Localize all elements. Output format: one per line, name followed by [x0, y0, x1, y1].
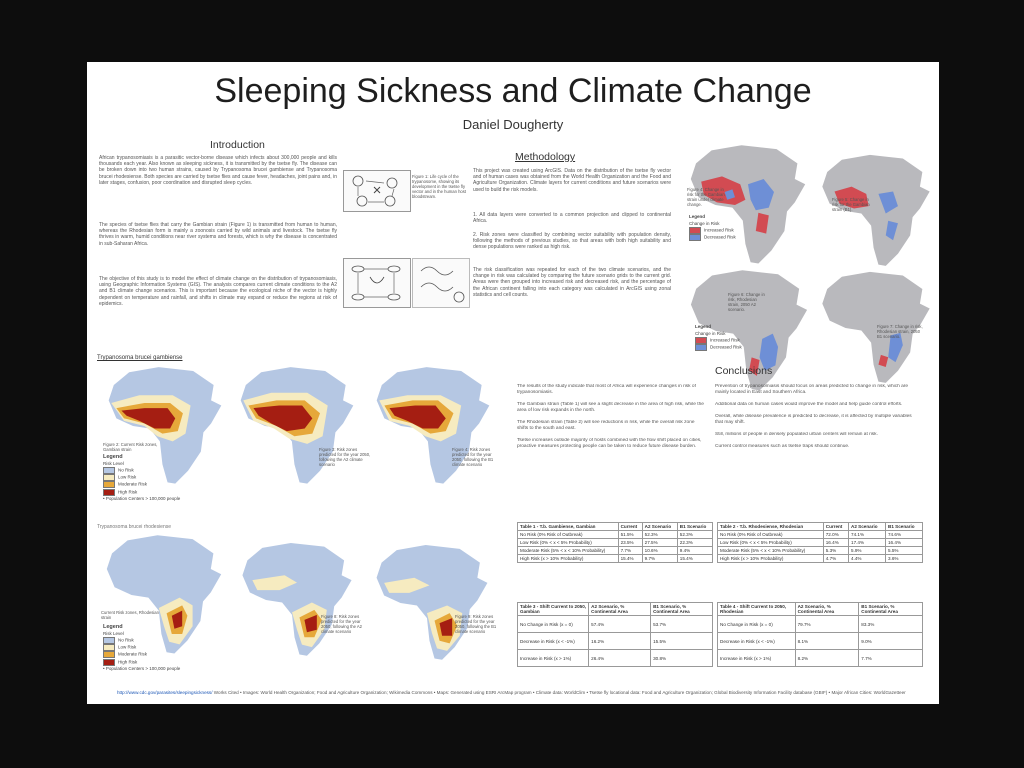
table-1-container — [517, 522, 713, 563]
table-row: Decrease in Risk (x < -1%) 16.2% 15.5% — [518, 633, 713, 650]
table-row: No Risk (0% Risk of Outbreak) 51.5% 52.3% 52.3% — [518, 531, 713, 539]
table-2 — [717, 522, 923, 563]
change-legend-sub: Change in Risk — [689, 220, 720, 226]
methodology-heading: Methodology — [515, 151, 576, 163]
table-4-container — [717, 602, 923, 667]
table-row: High Risk (x > 10% Probability) 4.7% 4.4% 3.6% — [718, 555, 923, 563]
table-row: Decrease in Risk (x < -1%) 8.1% 9.0% — [718, 633, 923, 650]
methodology-paragraph-4: The risk classification was repeated for each of the two climate scenarios, and the change in risk was calculated by comparing the future scenario grids to the current grid. Areas were then grouped into increased risk and decreased risk, and the percentage of the African continent falling into each category was calculated in ArcGIS using zonal statistics and cell counts. — [473, 267, 671, 298]
table-2-header: Table 2 - T.b. Rhodesiense, Rhodesian — [718, 523, 824, 531]
conclusions-right-list — [715, 384, 915, 514]
figure-5-caption: Figure 5: Change in risk for the Gambian strain (B1). — [832, 197, 870, 212]
change-legend-title: Legend — [689, 214, 706, 219]
rhodesiense-figure-current-caption: Current Risk zones, Rhodesian strain — [101, 610, 159, 620]
gambiense-figure-3-caption: Figure 3: Risk zones predicted for the year 2050, following the A2 climate scenario — [319, 447, 371, 467]
conclusions-left-list — [517, 384, 707, 514]
table-row: No Change in Risk (x = 0) 57.4% 53.7% — [518, 616, 713, 633]
gambiense-heading: Trypanosoma brucei gambiense — [97, 355, 183, 361]
figure-7-caption: Figure 7: Change in risk, Rhodesian strain, 2050 B1 scenario. — [877, 324, 923, 339]
table-2-header: Current — [823, 523, 848, 531]
table-4-header: A2 Scenario, % Continental Area — [795, 603, 859, 616]
table-1-header: B1 Scenario — [677, 523, 712, 531]
introduction-paragraph-2: The species of tsetse flies that carry the Gambian strain (Figure 1) is transmitted from human to human, whereas the Rhodesian form is mainly a zoonosis carried by wild animals and livestock. The tsetse fly thrives in warm, humid conditions near river systems and forests, which is why the disease is concentrated in sub-Saharan Africa. — [99, 222, 337, 247]
footer-works-cited — [117, 690, 917, 695]
figure-4-caption: Figure 4: Change in risk for the Gambian strain under climate change. — [687, 187, 725, 207]
table-row: High Risk (x > 10% Probability) 15.4% 9.7% 15.4% — [518, 555, 713, 563]
lifecycle-diagram-fly — [343, 258, 411, 308]
footer-link[interactable]: http://www.cdc.gov/parasites/sleepingsickness/ — [117, 690, 213, 695]
risk-legend-low-2: Low Risk — [103, 644, 195, 651]
table-2-header: B1 Scenario — [886, 523, 923, 531]
introduction-paragraph-1: African trypanosomiasis is a parasitic vector-borne disease which infects about 300,000 people and kills thousands each year. Also known as sleeping sickness, it is transmitted by the tsetse fly. The disease can be broken down into two human strains, caused by Trypanosoma brucei gambiense and Trypanosoma brucei rhodesiense. Both species are carried by tsetse flies and cause fever, headaches, joint pains and, in later stages, confusion, poor coordination and disrupted sleep cycles. — [99, 155, 337, 186]
rhodesiense-heading: Trypanosoma brucei rhodesiense — [97, 524, 172, 530]
conclusion-left-1: The results of the study indicate that most of Africa will experience changes in risk of trypanosomiasis. — [517, 384, 696, 395]
conclusion-left-4: Tsetse increases outside majority of hosts combined with the flow shift placed on cities, proactive measures protecting people can be taken to reduce future disease burden. — [517, 438, 702, 449]
risk-legend-low: Low Risk — [103, 474, 195, 481]
table-1 — [517, 522, 713, 563]
rhodesiense-figure-8-caption: Figure 8: Risk zones predicted for the year 2050, following the A2 climate scenario — [321, 614, 362, 634]
table-row: Low Risk (0% < x < 5% Probability) 16.4% 17.4% 16.4% — [718, 539, 923, 547]
risk-legend-top — [103, 454, 195, 502]
footer-text: Works Cited • Images: World Health Organization; Food and Agriculture Organization; Wikimedia Commons • Maps: Generated using ESRI ArcMap program • Climate data: WorldClim • Tsetse fly locational data: Food and Agriculture Organization; Global Biodiversity Information Facility database (GBIF) • Major African Cities: WorldGazetteer — [213, 690, 906, 695]
risk-legend-sub-2: Risk Level — [103, 630, 124, 636]
risk-legend-bottom — [103, 624, 195, 672]
poster-title: Sleeping Sickness and Climate Change — [214, 72, 812, 110]
change-legend-increase: Increased Risk — [689, 227, 749, 234]
table-2-container — [717, 522, 923, 563]
risk-legend-none-2: No Risk — [103, 637, 195, 644]
conclusion-right-4: Still, millions of people in densely populated urban centers will remain at risk. — [715, 432, 878, 437]
rhodesiense-figure-9-caption: Figure 9: Risk zones predicted for the year 2050, following the B1 climate scenario — [455, 614, 497, 634]
table-3-header: B1 Scenario, % Continental Area — [651, 603, 713, 616]
table-1-header: Current — [618, 523, 642, 531]
table-row: Increase in Risk (x > 1%) 8.2% 7.7% — [718, 650, 923, 667]
risk-map-rhodesian-b1 — [369, 540, 495, 666]
table-1-header: A2 Scenario — [642, 523, 677, 531]
methodology-paragraph-2: 1. All data layers were converted to a common projection and clipped to continental Africa. — [473, 212, 671, 225]
table-row: No Change in Risk (x = 0) 79.7% 83.3% — [718, 616, 923, 633]
conclusions-heading: Conclusions — [715, 365, 773, 377]
methodology-paragraph-3: 2. Risk zones were classified by combining vector suitability with population density, following the methods of previous studies, so that areas with both high suitability and dense populations were ranked as high risk. — [473, 232, 671, 251]
risk-legend-moderate-2: Moderate Risk — [103, 651, 195, 658]
gambiense-figure-2-caption: Figure 2: Current Risk zones, Gambian strain — [103, 442, 158, 452]
risk-legend-moderate: Moderate Risk — [103, 481, 195, 488]
poster-author: Daniel Dougherty — [462, 117, 564, 132]
table-1-header: Table 1 - T.b. Gambiense, Gambian — [518, 523, 619, 531]
table-row: Increase in Risk (x > 1%) 26.4% 30.8% — [518, 650, 713, 667]
change-legend-decrease-2: Decreased Risk — [695, 344, 755, 351]
risk-legend-high-2: High Risk — [103, 659, 195, 666]
risk-legend-none: No Risk — [103, 467, 195, 474]
risk-legend-dots-2: • Population Centers > 100,000 people — [103, 665, 181, 671]
risk-legend-title: Legend — [103, 454, 123, 460]
change-legend-bottom — [695, 324, 755, 351]
table-3-header: Table 3 - Shift Current to 2050, Gambian — [518, 603, 589, 616]
conclusion-left-3: The Rhodesian strain (Table 2) will see reductions in risk, while the overall risk zone shifts to the south and east. — [517, 420, 695, 431]
figure-1-caption: Figure 1: Life cycle of the trypanosome, showing its development in the tsetse fly vector and in the human host bloodstream. — [412, 174, 467, 199]
table-row: Moderate Risk (5% < x < 10% Probability) 5.3% 5.9% 5.5% — [718, 547, 923, 555]
conclusion-right-3: Overall, while disease prevalence is predicted to decrease, it is affected by multiple variables that may shift. — [715, 414, 912, 425]
conclusion-right-2: Additional data on human cases would improve the model and help guide control efforts. — [715, 402, 903, 407]
risk-legend-dots: • Population Centers > 100,000 people — [103, 495, 181, 501]
change-legend-top — [689, 214, 749, 241]
gambiense-figure-4-caption: Figure 4: Risk zones predicted for the year 2050, following the B1 climate scenario — [452, 447, 494, 467]
methodology-paragraph-1: This project was created using ArcGIS. Data on the distribution of the tsetse fly vector and of human cases was obtained from the World Health Organization and the Food and Agriculture Organization. Climate layers for current conditions and future scenarios were used to build the risk models. — [473, 168, 671, 193]
conclusion-left-2: The Gambian strain (Table 1) will see a slight decrease in the area of high risk, while the area of low risk expands in the north. — [517, 402, 704, 413]
table-4-header: Table 4 - Shift Current to 2050, Rhodesian — [718, 603, 796, 616]
table-row: Low Risk (0% < x < 5% Probability) 23.5% 27.5% 22.3% — [518, 539, 713, 547]
table-3 — [517, 602, 713, 667]
introduction-heading: Introduction — [210, 139, 265, 151]
change-legend-increase-2: Increased Risk — [695, 337, 755, 344]
risk-legend-high: High Risk — [103, 489, 195, 496]
table-2-header: A2 Scenario — [849, 523, 886, 531]
introduction-paragraph-3: The objective of this study is to model the effect of climate change on the distribution of trypanosomiasis, using Geographic Information Systems (GIS). The analysis compares current climate conditions to the A2 and B1 climate change scenarios. This is important because the ecological niche of the vector is highly dependent on temperature and rainfall, and shifts in climate may expand or reduce the regions at risk of epidemics. — [99, 276, 337, 307]
risk-map-rhodesian-a2 — [235, 538, 359, 662]
conclusion-right-1: Prevention of trypanosomiasis should focus on areas predicted to change in risk, which are mainly located in East and Southern Africa. — [715, 384, 909, 395]
change-legend-sub-2: Change in Risk — [695, 330, 726, 336]
table-4-header: B1 Scenario, % Continental Area — [859, 603, 923, 616]
lifecycle-diagram-stages — [412, 258, 470, 308]
change-legend-title-2: Legend — [695, 324, 712, 329]
table-3-container — [517, 602, 713, 667]
lifecycle-diagram-human — [343, 170, 411, 212]
conclusion-right-5: Current control measures such as tsetse traps should continue. — [715, 444, 850, 449]
poster — [87, 62, 939, 704]
risk-legend-title-2: Legend — [103, 624, 123, 630]
figure-6-caption: Figure 6: Change in risk, Rhodesian strain, 2050 A2 scenario. — [728, 292, 765, 312]
change-legend-decrease: Decreased Risk — [689, 234, 749, 241]
table-4 — [717, 602, 923, 667]
risk-legend-sub: Risk Level — [103, 460, 124, 466]
table-row: Moderate Risk (5% < x < 10% Probability) 7.7% 10.6% 9.4% — [518, 547, 713, 555]
table-3-header: A2 Scenario, % Continental Area — [589, 603, 651, 616]
table-row: No Risk (0% Risk of Outbreak) 72.0% 74.1% 74.6% — [718, 531, 923, 539]
